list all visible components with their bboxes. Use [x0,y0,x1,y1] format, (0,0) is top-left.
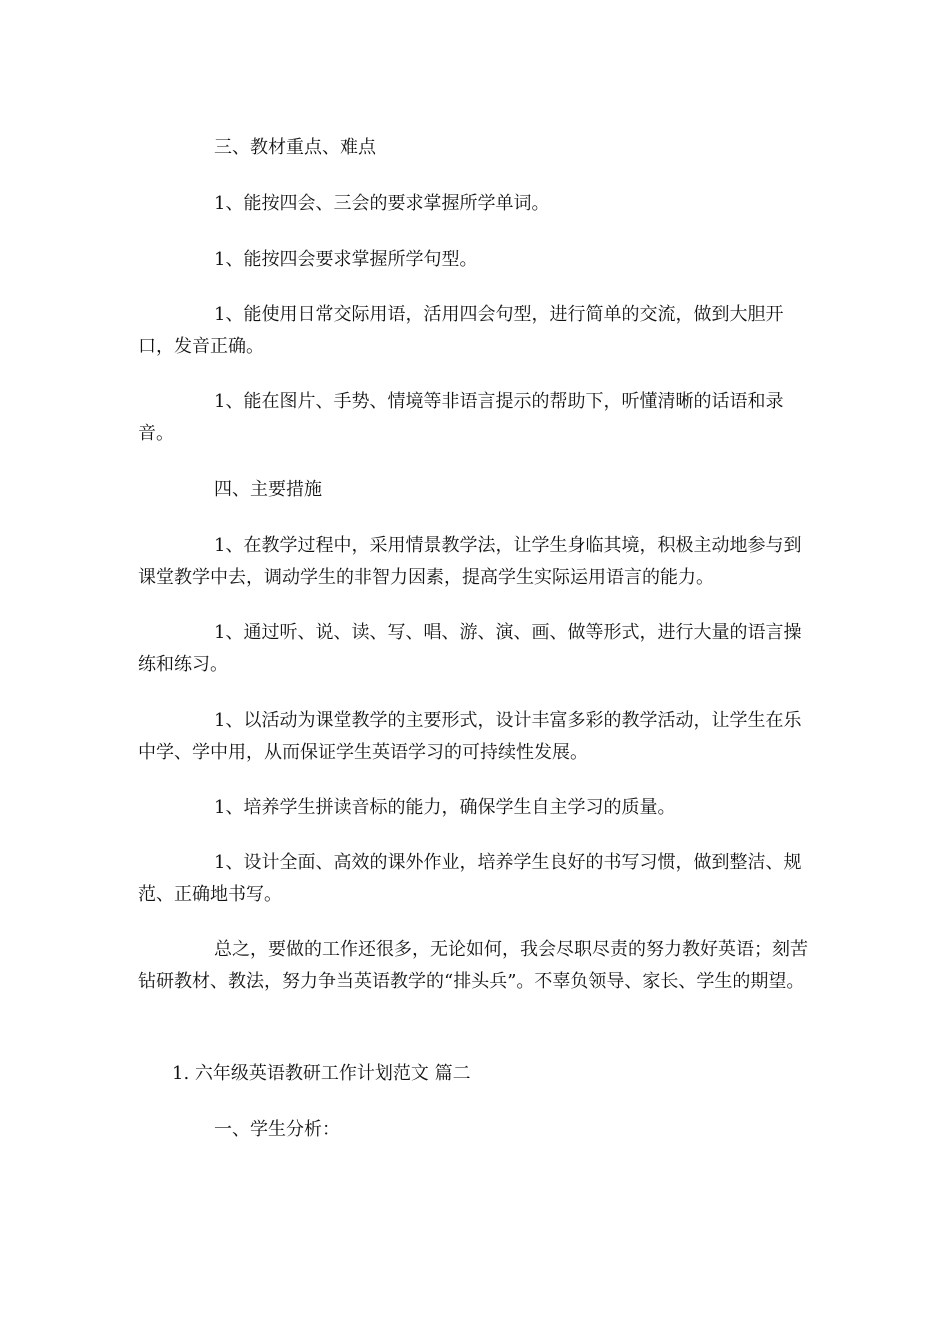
conclusion-paragraph: 总之，要做的工作还很多，无论如何，我会尽职尽责的努力教好英语；刻苦钻研教材、教法，努力争当英语教学的“排头兵”。不辜负领导、家长、学生的期望。 [138,939,808,992]
paragraph: 1、能在图片、手势、情境等非语言提示的帮助下，听懂清晰的话语和录音。 [138,391,784,444]
paragraph: 1、能按四会、三会的要求掌握所学单词。 [214,193,550,214]
subsection-heading: 一、学生分析： [214,1119,340,1140]
paragraph: 1、通过听、说、读、写、唱、游、演、画、做等形式，进行大量的语言操练和练习。 [138,622,802,675]
paragraph: 1、在教学过程中，采用情景教学法，让学生身临其境，积极主动地参与到课堂教学中去，调动学生的非智力因素，提高学生实际运用语言的能力。 [138,535,802,588]
section-three-heading: 三、教材重点、难点 [214,137,376,158]
section-four-heading: 四、主要措施 [214,479,322,500]
paragraph: 1、能使用日常交际用语，活用四会句型，进行简单的交流，做到大胆开口，发音正确。 [138,304,784,357]
paragraph: 1、以活动为课堂教学的主要形式，设计丰富多彩的教学活动，让学生在乐中学、学中用，从而保证学生英语学习的可持续性发展。 [138,710,802,763]
paragraph: 1、能按四会要求掌握所学句型。 [214,249,478,270]
paragraph: 1、设计全面、高效的课外作业，培养学生良好的书写习惯，做到整洁、规范、正确地书写。 [138,852,802,905]
paragraph: 1、培养学生拼读音标的能力，确保学生自主学习的质量。 [214,797,676,818]
article-section-heading: 1. 六年级英语教研工作计划范文 篇二 [172,1063,471,1084]
